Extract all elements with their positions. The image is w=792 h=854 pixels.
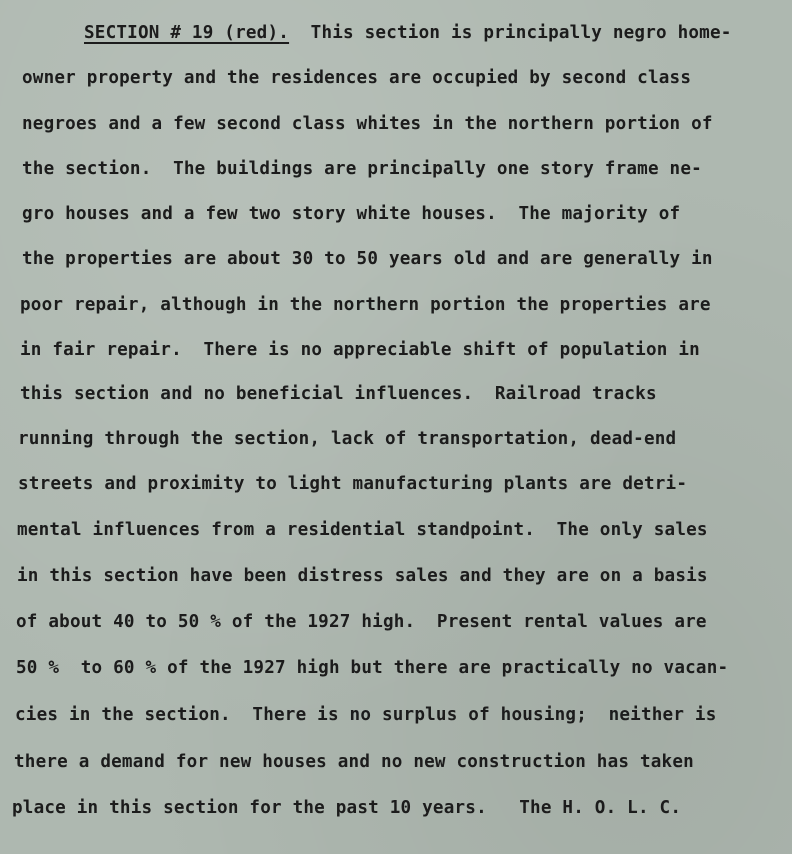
text-line-14: of about 40 to 50 % of the 1927 high. Present rental values are <box>16 612 707 632</box>
text-line-11: streets and proximity to light manufacturing plants are detri- <box>18 474 688 494</box>
text-line-9: this section and no beneficial influences. Railroad tracks <box>20 384 657 404</box>
text-line-5: gro houses and a few two story white houses. The majority of <box>22 204 681 224</box>
text-line-12: mental influences from a residential standpoint. The only sales <box>17 520 708 540</box>
section-heading: SECTION # 19 (red). <box>84 23 290 43</box>
text-line-15: 50 % to 60 % of the 1927 high but there are practically no vacan- <box>16 658 729 678</box>
text-line-4: the section. The buildings are principally one story frame ne- <box>22 159 702 179</box>
text-line-1 <box>84 22 732 44</box>
text-line-17: there a demand for new houses and no new construction has taken <box>14 752 694 772</box>
text-line-13: in this section have been distress sales and they are on a basis <box>17 566 708 586</box>
text-line-7: poor repair, although in the northern portion the properties are <box>20 295 711 315</box>
text-line-2: owner property and the residences are occupied by second class <box>22 68 692 88</box>
text-line-1-body: This section is principally negro home- <box>289 23 732 43</box>
text-line-6: the properties are about 30 to 50 years old and are generally in <box>22 249 713 269</box>
text-line-18: place in this section for the past 10 years. The H. O. L. C. <box>12 798 682 818</box>
text-line-3: negroes and a few second class whites in the northern portion of <box>22 114 713 134</box>
text-line-10: running through the section, lack of transportation, dead-end <box>18 429 677 449</box>
text-line-8: in fair repair. There is no appreciable shift of population in <box>20 340 700 360</box>
text-line-16: cies in the section. There is no surplus of housing; neither is <box>15 705 717 725</box>
